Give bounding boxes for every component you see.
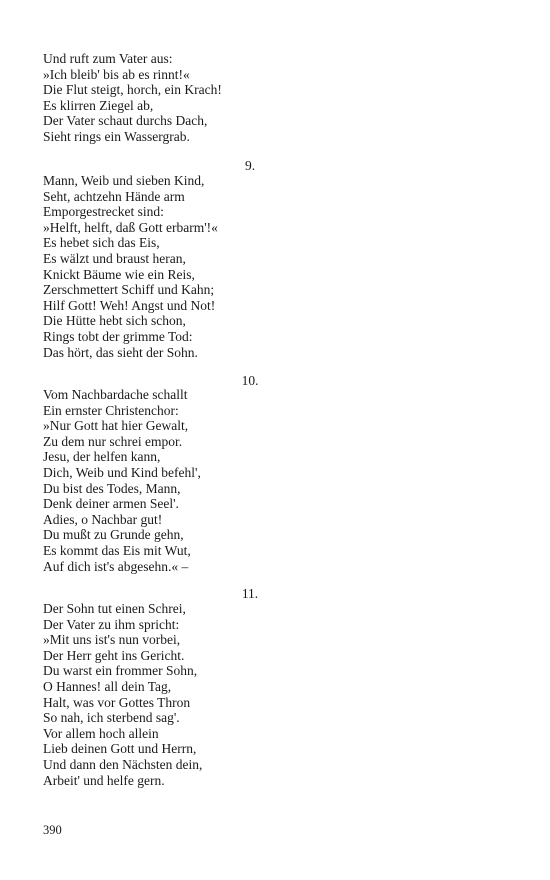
verse-line: Jesu, der helfen kann, [43,449,161,465]
stanza-10 [43,387,303,574]
verse-line: »Helft, helft, daß Gott erbarm'!« [43,219,218,235]
verse-line: Zerschmettert Schiff und Kahn; [43,282,215,298]
verse-line: Denk deiner armen Seel'. [43,496,179,512]
verse-line: Hilf Gott! Weh! Angst und Not! [43,297,216,313]
verse-line: Der Vater zu ihm spricht: [43,616,180,632]
verse-line: Du bist des Todes, Mann, [43,480,181,496]
verse-line: Lieb deinen Gott und Herrn, [43,741,197,757]
verse-line: Knickt Bäume wie ein Reis, [43,266,195,282]
verse-line: »Ich bleib' bis ab es rinnt!« [43,66,190,82]
verse-line: »Nur Gott hat hier Gewalt, [43,418,189,434]
verse-line: Zu dem nur schrei empor. [43,433,183,449]
stanza-9 [43,173,303,360]
verse-line: Vor allem hoch allein [43,725,159,741]
verse-line: Rings tobt der grimme Tod: [43,328,193,344]
page-number: 390 [43,823,62,837]
verse-line: Es klirren Ziegel ab, [43,97,154,113]
verse-line: Es hebet sich das Eis, [43,235,160,251]
verse-line: Die Hütte hebt sich schon, [43,313,186,329]
verse-line: Das hört, das sieht der Sohn. [43,344,198,360]
verse-line: Dich, Weib und Kind befehl', [43,464,201,480]
stanza-number-9: 9. [244,158,256,173]
verse-line: Der Vater schaut durchs Dach, [43,113,208,129]
verse-line: Emporgestrecket sind: [43,204,164,220]
verse-line: Arbeit' und helfe gern. [43,772,165,788]
verse-line: Es kommt das Eis mit Wut, [43,542,191,558]
verse-line: Seht, achtzehn Hände arm [43,188,185,204]
verse-line: Halt, was vor Gottes Thron [43,694,191,710]
verse-line: »Mit uns ist's nun vorbei, [43,632,181,648]
verse-line: Vom Nachbardache schallt [43,387,188,402]
verse-line: O Hannes! all dein Tag, [43,678,172,694]
verse-line: Der Herr geht ins Gericht. [43,647,185,663]
verse-line: Adies, o Nachbar gut! [43,511,163,527]
verse-line: So nah, ich sterbend sag'. [43,710,180,726]
verse-line: Du mußt zu Grunde gehn, [43,527,184,543]
verse-line: Es wälzt und braust heran, [43,250,186,266]
verse-line: Ein ernster Christenchor: [43,402,179,418]
verse-line: Und dann den Nächsten dein, [43,756,203,772]
verse-line: Mann, Weib und sieben Kind, [43,173,205,188]
verse-line: Die Flut steigt, horch, ein Krach! [43,82,222,98]
verse-line: Und ruft zum Vater aus: [43,51,173,66]
verse-line: Du warst ein frommer Sohn, [43,663,198,679]
stanza-11 [43,601,303,788]
verse-line: Sieht rings ein Wassergrab. [43,128,190,144]
stanza-continuation [43,51,303,145]
verse-line: Der Sohn tut einen Schrei, [43,601,186,616]
stanza-number-11: 11. [241,586,259,601]
stanza-number-10: 10. [241,373,259,388]
verse-line: Auf dich ist's abgesehn.« – [43,558,189,574]
